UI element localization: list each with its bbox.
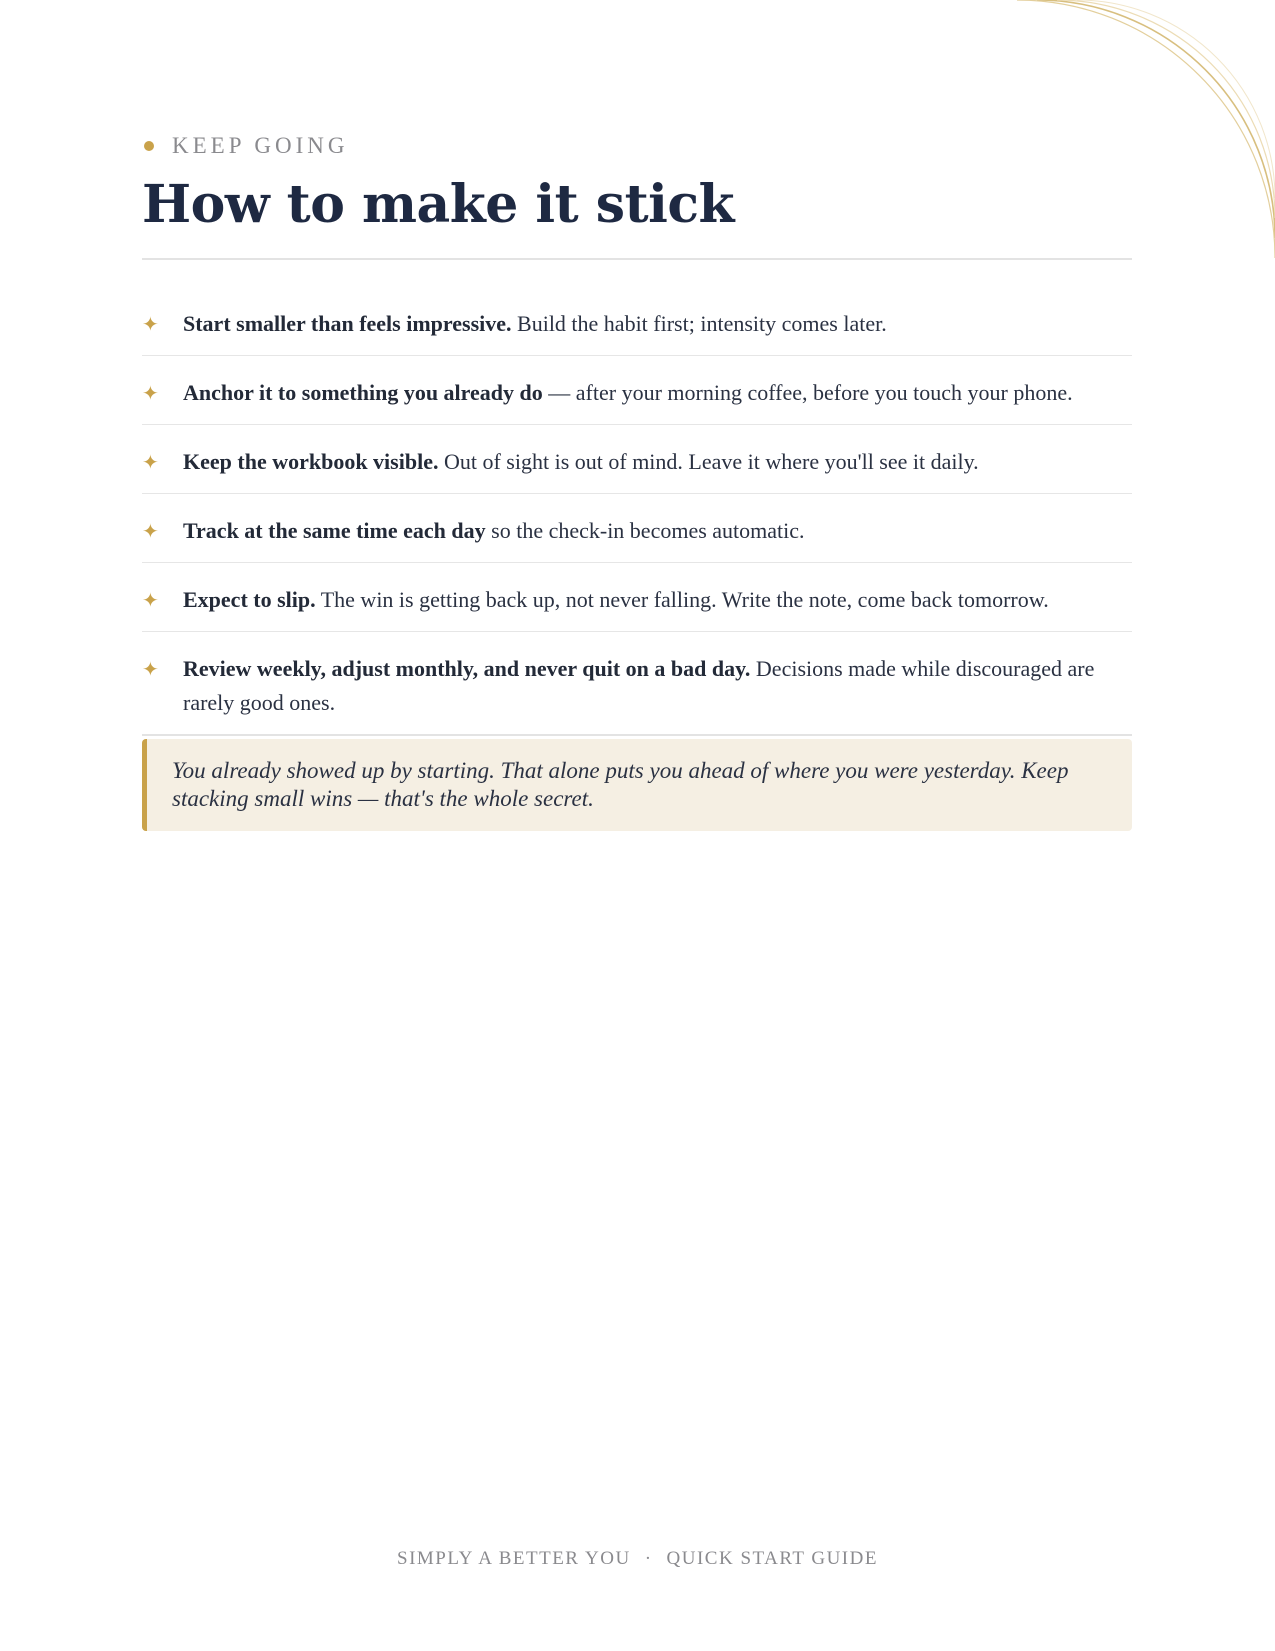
page-title: How to make it stick	[142, 174, 735, 235]
sparkle-icon: ✦	[142, 519, 159, 543]
tip-text	[183, 376, 1132, 410]
sparkle-icon: ✦	[142, 450, 159, 474]
tip-lead: Start smaller than feels impressive.	[183, 311, 512, 336]
sparkle-icon: ✦	[142, 312, 159, 336]
tip-lead: Track at the same time each day	[183, 518, 486, 543]
title-divider	[142, 258, 1132, 260]
tip-lead: Expect to slip.	[183, 587, 316, 612]
tip-text	[183, 445, 1132, 479]
page-footer	[0, 1548, 1275, 1570]
tip-body: Out of sight is out of mind. Leave it where you'll see it daily.	[438, 449, 979, 474]
sparkle-icon: ✦	[142, 657, 159, 681]
footer-brand: SIMPLY A BETTER YOU	[397, 1548, 631, 1569]
tip-body: Decisions made while discouraged are rarely good ones.	[183, 656, 1095, 715]
tip-text	[183, 514, 1132, 548]
footer-guide-name: QUICK START GUIDE	[666, 1548, 878, 1569]
tip-lead: Review weekly, adjust monthly, and never quit on a bad day.	[183, 656, 751, 681]
sparkle-icon: ✦	[142, 588, 159, 612]
list-item	[142, 290, 1132, 356]
list-item	[142, 356, 1132, 425]
tip-lead: Keep the workbook visible.	[183, 449, 439, 474]
list-item	[142, 632, 1132, 736]
tip-body: The win is getting back up, not never falling. Write the note, come back tomorrow.	[315, 587, 1049, 612]
dot-icon	[144, 141, 154, 151]
list-item	[142, 494, 1132, 563]
list-item	[142, 563, 1132, 632]
tip-body: Build the habit first; intensity comes later.	[511, 311, 887, 336]
tip-text	[183, 307, 1132, 341]
tip-body: — after your morning coffee, before you touch your phone.	[542, 380, 1073, 405]
eyebrow-label: KEEP GOING	[172, 133, 349, 158]
tips-list	[142, 290, 1132, 736]
tip-text	[183, 583, 1132, 617]
tip-text	[183, 652, 1132, 720]
section-eyebrow	[142, 133, 349, 159]
corner-arcs-icon	[975, 0, 1275, 300]
encouragement-quote: You already showed up by starting. That alone puts you ahead of where you were yesterday. Keep stacking small wins — that's the whole secret.	[142, 739, 1132, 831]
sparkle-icon: ✦	[142, 381, 159, 405]
tip-body: so the check-in becomes automatic.	[485, 518, 805, 543]
list-item	[142, 425, 1132, 494]
footer-separator: ·	[644, 1548, 653, 1569]
tip-lead: Anchor it to something you already do	[183, 380, 543, 405]
